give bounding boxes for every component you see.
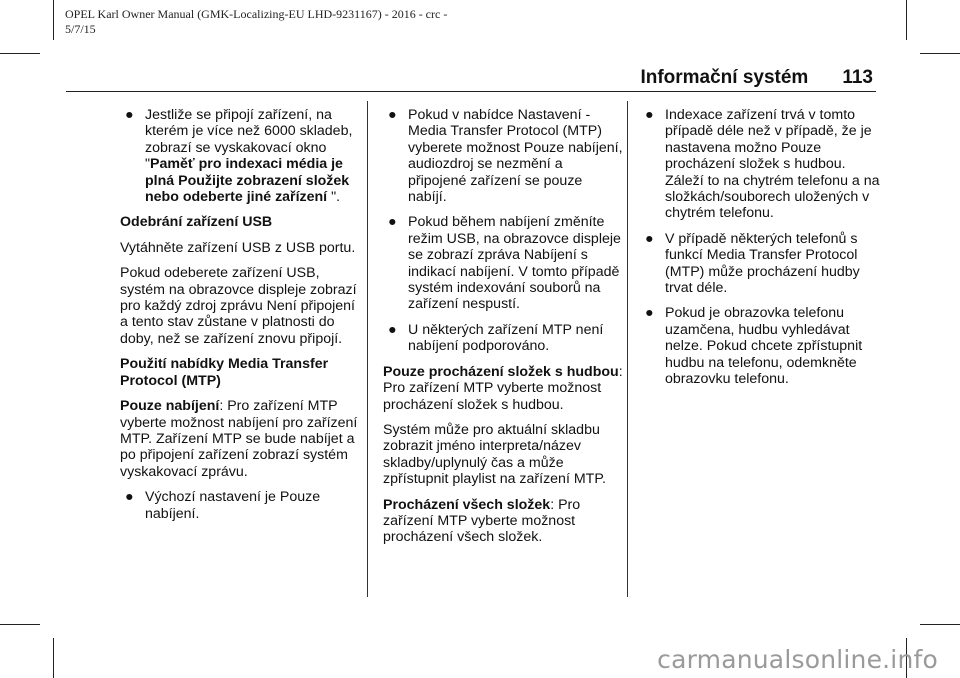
paragraph: Pokud odeberete zařízení USB, systém na obrazovce displeje zobrazí pro každý zdroj zprávu Není připojení a tento stav zůstane v platnosti do doby, než se zařízení znovu připojí. <box>120 265 357 347</box>
bullet-icon: ● <box>388 107 397 123</box>
list-item <box>640 231 880 297</box>
paragraph: Systém může pro aktuální skladbu zobrazit jméno interpreta/název skladby/uplynulý čas a může zpřístupnit playlist na zařízení MTP. <box>383 421 606 488</box>
doc-meta-line1: OPEL Karl Owner Manual (GMK-Localizing-EU LHD-9231167) - 2016 - crc - <box>65 7 448 21</box>
crop-mark <box>53 638 54 678</box>
list-item <box>640 107 880 222</box>
crop-mark <box>920 624 960 625</box>
list-item <box>640 305 880 387</box>
crop-mark <box>906 0 907 40</box>
crop-mark <box>53 0 54 40</box>
column-separator <box>627 101 628 597</box>
bullet-text: Pokud v nabídce Nastavení - Media Transfer Protocol (MTP) vyberete možnost Pouze nabíjení, audiozdroj se nezmění a připojené zařízení se pouze nabíjí. <box>408 107 623 206</box>
page-number: 113 <box>842 67 873 88</box>
bullet-text-end: ". <box>327 189 341 206</box>
column-2 <box>383 107 623 555</box>
bullet-text: Indexace zařízení trvá v tomto případě déle než v případě, že je nastavena možno Pouze procházení složek s hudbou. Záleží to na chytrém telefonu a na složkách/souborech uložených v chytrém telefonu. <box>665 107 880 222</box>
list-item <box>383 214 623 312</box>
term-all-folders: Procházení všech složek <box>383 496 551 513</box>
page-header <box>640 67 873 89</box>
bullet-icon: ● <box>125 489 134 506</box>
bullet-text: Pokud během nabíjení změníte režim USB, na obrazovce displeje se zobrazí zpráva Nabíjení s indikací nabíjení. V tomto případě systém indexování souborů na zařízení nespustí. <box>408 214 621 313</box>
bullet-text: U některých zařízení MTP není nabíjení podporováno. <box>408 321 604 355</box>
bullet-icon: ● <box>388 321 397 338</box>
column-3 <box>640 107 880 397</box>
heading-mtp-menu: Použití nabídky Media Transfer Protocol (MTP) <box>120 356 329 389</box>
bullet-icon: ● <box>645 305 654 322</box>
paragraph: Procházení všech složek: Pro zařízení MTP vyberte možnost procházení všech složek. <box>383 496 581 546</box>
paragraph: Vytáhněte zařízení USB z USB portu. <box>120 239 356 256</box>
popup-message: Paměť pro indexaci média je plná Použijte zobrazení složek nebo odeberte jiné zařízení <box>145 156 350 206</box>
bullet-text: V případě některých telefonů s funkcí Media Transfer Protocol (MTP) může procházení hudby trvat déle. <box>665 230 860 297</box>
bullet-icon: ● <box>645 230 654 247</box>
crop-mark <box>0 53 40 54</box>
bullet-icon: ● <box>125 107 134 123</box>
bullet-icon: ● <box>645 107 654 123</box>
column-separator <box>367 101 368 597</box>
bullet-text: Pokud je obrazovka telefonu uzamčena, hudbu vyhledávat nelze. Pokud chcete zpřístupnit hudbu na telefonu, odemkněte obrazovku telefonu. <box>665 305 863 388</box>
crop-mark <box>920 53 960 54</box>
bullet-icon: ● <box>388 214 397 231</box>
section-title: Informační systém <box>640 67 809 88</box>
term-charge-only: Pouze nabíjení <box>120 398 220 415</box>
list-item <box>120 489 360 522</box>
paragraph: Pouze procházení složek s hudbou: Pro zařízení MTP vyberte možnost procházení složek s hudbou. <box>383 363 623 413</box>
doc-meta-line2: 5/7/15 <box>65 22 96 36</box>
list-item <box>120 107 360 205</box>
header-rule <box>66 91 876 92</box>
paragraph: Pouze nabíjení: Pro zařízení MTP vyberte možnost nabíjení pro zařízení MTP. Zařízení MTP se bude nabíjet a po připojení zařízení zobrazí systém vyskakovací zprávu. <box>120 398 358 480</box>
crop-mark <box>0 624 40 625</box>
list-item <box>383 107 623 205</box>
list-item <box>383 322 623 355</box>
bullet-text: Jestliže se připojí zařízení, na kterém je více než 6000 skladeb, zobrazí se vyskakovací okno " <box>145 107 353 173</box>
heading-remove-usb: Odebrání zařízení USB <box>120 214 273 231</box>
term-music-folders: Pouze procházení složek s hudbou <box>383 363 619 380</box>
bullet-text: Výchozí nastavení je Pouze nabíjení. <box>145 489 321 522</box>
column-1 <box>120 107 360 531</box>
document-meta <box>65 7 495 37</box>
watermark: carmanualsonline.info <box>657 645 938 674</box>
